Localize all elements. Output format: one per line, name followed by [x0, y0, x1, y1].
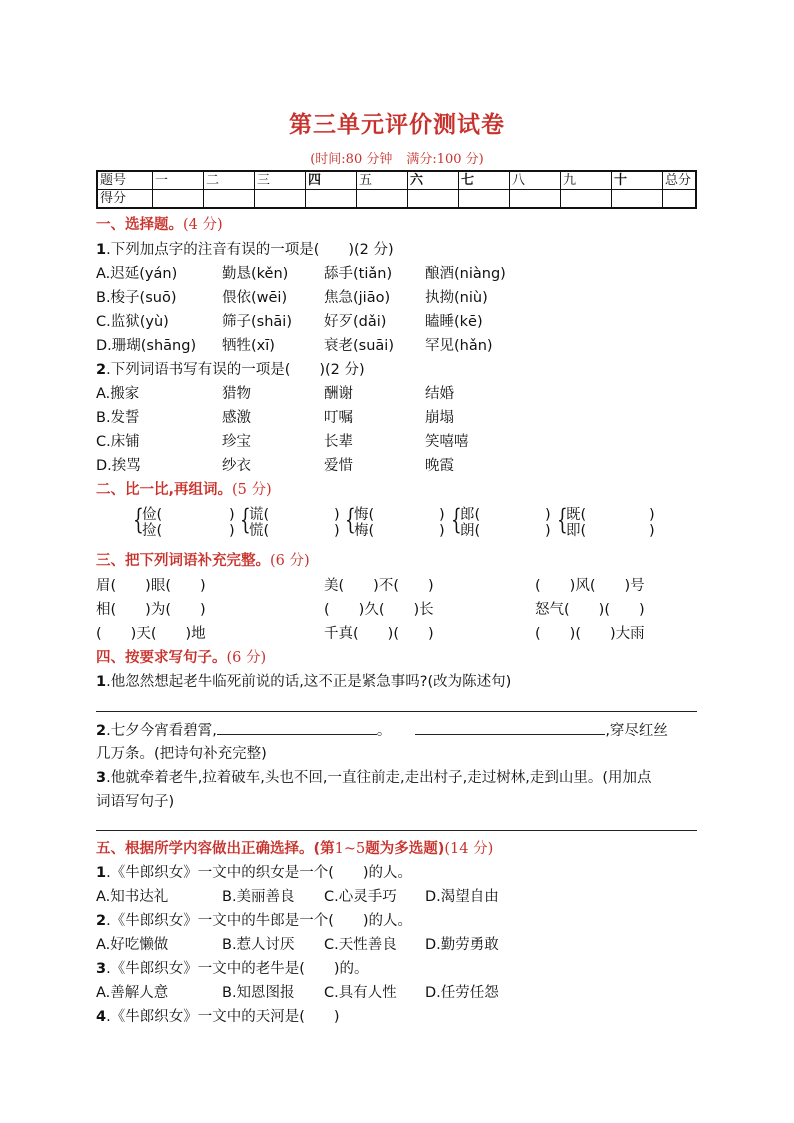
option-item: 勤恳(kěn) [222, 266, 289, 282]
idiom-blank[interactable]: 怒气( )( ) [535, 602, 645, 618]
section-points: (5 分) [232, 482, 272, 498]
question-number: 1 [96, 242, 107, 258]
option-item: 瞌睡(kē) [425, 314, 483, 330]
option-a[interactable]: A.迟延(yán) [96, 266, 178, 282]
compare-group-4 [451, 503, 556, 539]
question-5-1 [96, 863, 412, 883]
idiom-blank[interactable]: 相( )为( ) [96, 602, 206, 618]
section-points: (14 分) [444, 841, 494, 857]
question-number: 4 [96, 1009, 107, 1025]
compare-char: 既( [566, 507, 587, 523]
question-number: 1 [96, 865, 107, 881]
option-item: 纱衣 [222, 458, 251, 474]
paren-close: ) [649, 507, 655, 523]
option-c[interactable]: C.床铺 [96, 434, 140, 450]
section-points: (6 分) [226, 650, 267, 666]
option-item: 焦急(jiāo) [324, 290, 391, 306]
option-item: 酿酒(niàng) [425, 266, 506, 282]
option-item: 结婚 [425, 386, 454, 402]
compare-group-3 [345, 503, 450, 539]
section-title-range: 1~5 [334, 841, 366, 857]
question-text: .他忽然想起老牛临死前说的话,这不正是紧急事吗?(改为陈述句) [106, 674, 512, 690]
table-cell: 得分 [97, 190, 153, 209]
question-text: .下列加点字的注音有误的一项是( )(2 分) [106, 242, 394, 258]
compare-group-5 [557, 503, 662, 539]
table-cell: 十 [612, 171, 663, 190]
compare-char: 郎( [460, 507, 481, 523]
option-a[interactable]: A.好吃懒做 [96, 937, 169, 953]
option-d[interactable]: D.挨骂 [96, 458, 141, 474]
section-title: 三、把下列词语补充完整。 [96, 553, 270, 569]
option-d[interactable]: D.渴望自由 [425, 889, 499, 905]
question-number: 2 [96, 913, 107, 929]
option-d[interactable]: D.勤劳勇敢 [425, 937, 499, 953]
compare-char: 俭( [142, 507, 163, 523]
option-item: 舔手(tiǎn) [324, 266, 393, 282]
option-a[interactable]: A.搬家 [96, 386, 140, 402]
option-item: 牺牲(xī) [222, 338, 275, 354]
option-b[interactable]: B.知恩图报 [222, 985, 295, 1001]
option-item: 笑嘻嘻 [425, 434, 469, 450]
question-5-2 [96, 911, 412, 931]
option-item: 长辈 [324, 434, 353, 450]
section-5-heading [96, 839, 493, 859]
question-text: .他就牵着老牛,拉着破车,头也不回,一直往前走,走出村子,走过树林,走到山里。(用加点 [106, 770, 652, 786]
score-table-header-row [97, 171, 696, 190]
score-cell[interactable] [510, 190, 561, 209]
question-number: 3 [96, 770, 107, 786]
option-d[interactable]: D.珊瑚(shāng) [96, 338, 197, 354]
question-5-3 [96, 959, 369, 979]
section-title: 二、比一比,再组词。 [96, 482, 233, 498]
option-d[interactable]: D.任劳任怨 [425, 985, 499, 1001]
option-item: 好歹(dǎi) [324, 314, 387, 330]
option-a[interactable]: A.善解人意 [96, 985, 169, 1001]
score-cell[interactable] [612, 190, 663, 209]
idiom-blank[interactable]: ( )( )大雨 [535, 626, 645, 642]
idiom-blank[interactable]: ( )久( )长 [324, 602, 434, 618]
page-subtitle [0, 148, 794, 167]
compare-char: 朗( [460, 523, 481, 539]
question-1-1 [96, 240, 394, 260]
question-text: .《牛郎织女》一文中的织女是一个( )的人。 [106, 865, 413, 881]
section-1-heading [96, 215, 223, 235]
option-item: 叮嘱 [324, 410, 353, 426]
compare-group-2 [240, 503, 345, 539]
option-item: 猎物 [222, 386, 251, 402]
option-item: 感激 [222, 410, 251, 426]
question-text: .下列词语书写有误的一项是( )(2 分) [106, 362, 365, 378]
score-cell[interactable] [357, 190, 408, 209]
question-1-2 [96, 360, 365, 380]
table-cell: 一 [153, 171, 204, 190]
paren-close: ) [334, 523, 340, 539]
compare-char: 谎( [249, 507, 270, 523]
score-cell[interactable] [459, 190, 510, 209]
compare-char: 捡( [142, 523, 163, 539]
paren-close: ) [229, 507, 235, 523]
table-cell: 九 [561, 171, 612, 190]
question-text: 词语写句子) [96, 794, 175, 810]
answer-blank[interactable] [415, 720, 605, 735]
section-2-heading [96, 480, 272, 500]
table-cell: 二 [204, 171, 255, 190]
score-table-score-row [97, 190, 696, 209]
option-a[interactable]: A.知书达礼 [96, 889, 169, 905]
paren-close: ) [545, 523, 551, 539]
score-cell[interactable] [255, 190, 306, 209]
option-item: 偎依(wēi) [222, 290, 288, 306]
paren-close: ) [439, 507, 445, 523]
question-text: .《牛郎织女》一文中的牛郎是一个( )的人。 [106, 913, 413, 929]
option-b[interactable]: B.美丽善良 [222, 889, 295, 905]
compare-group-1 [133, 503, 238, 539]
option-b[interactable]: B.惹人讨厌 [222, 937, 295, 953]
table-cell: 八 [510, 171, 561, 190]
question-text: 几万条。(把诗句补充完整) [96, 746, 267, 762]
idiom-blank[interactable]: 千真( )( ) [324, 626, 434, 642]
score-cell[interactable] [306, 190, 357, 209]
question-4-3 [96, 768, 652, 788]
question-number: 3 [96, 961, 107, 977]
compare-char: 慌( [249, 523, 270, 539]
option-item: 爱惜 [324, 458, 353, 474]
table-cell: 四 [306, 171, 357, 190]
option-c[interactable]: C.监狱(yù) [96, 314, 169, 330]
option-item: 崩塌 [425, 410, 454, 426]
score-cell[interactable] [408, 190, 459, 209]
question-text: ,穿尽红丝 [605, 723, 668, 739]
answer-line[interactable] [96, 830, 697, 831]
option-c[interactable]: C.心灵手巧 [324, 889, 397, 905]
option-item: 执拗(niù) [425, 290, 488, 306]
full-marks: 满分:100 分) [406, 152, 484, 167]
answer-line[interactable] [96, 711, 697, 712]
question-text: .《牛郎织女》一文中的老牛是( )的。 [106, 961, 369, 977]
table-cell: 五 [357, 171, 408, 190]
section-title: 一、选择题。 [96, 217, 183, 233]
question-number: 2 [96, 723, 107, 739]
brace-icon: { [240, 503, 251, 536]
question-4-1 [96, 672, 511, 692]
section-title: 题为多选题) [365, 841, 445, 857]
score-cell[interactable] [153, 190, 204, 209]
compare-char: 梅( [354, 523, 375, 539]
answer-blank[interactable] [217, 720, 377, 735]
paren-close: ) [334, 507, 340, 523]
time-limit: (时间:80 分钟 [310, 152, 393, 167]
option-b[interactable]: B.梭子(suō) [96, 290, 177, 306]
option-c[interactable]: C.天性善良 [324, 937, 397, 953]
idiom-blank[interactable]: 眉( )眼( ) [96, 578, 206, 594]
question-5-4 [96, 1007, 340, 1027]
section-points: (6 分) [270, 553, 310, 569]
score-cell[interactable] [561, 190, 612, 209]
paren-close: ) [439, 523, 445, 539]
section-title: 四、按要求写句子。 [96, 650, 227, 666]
section-4-heading [96, 648, 266, 668]
section-points: (4 分) [183, 217, 223, 233]
paren-close: ) [545, 507, 551, 523]
section-title: 五、根据所学内容做出正确选择。(第 [96, 841, 335, 857]
brace-icon: { [451, 503, 462, 536]
compare-char: 即( [566, 523, 587, 539]
score-table [96, 170, 697, 209]
question-4-2 [96, 720, 668, 741]
table-cell: 题号 [97, 171, 153, 190]
option-item: 衰老(suāi) [324, 338, 394, 354]
option-item: 酬谢 [324, 386, 353, 402]
brace-icon: { [345, 503, 356, 536]
paren-close: ) [229, 523, 235, 539]
idiom-blank[interactable]: ( )风( )号 [535, 578, 645, 594]
question-text: .《牛郎织女》一文中的天河是( ) [106, 1009, 340, 1025]
brace-icon: { [557, 503, 568, 536]
compare-char: 悔( [354, 507, 375, 523]
idiom-blank[interactable]: ( )天( )地 [96, 626, 206, 642]
brace-icon: { [133, 503, 144, 536]
option-b[interactable]: B.发誓 [96, 410, 140, 426]
score-cell[interactable] [204, 190, 255, 209]
table-cell: 三 [255, 171, 306, 190]
question-text: .七夕今宵看碧霄, [106, 723, 217, 739]
idiom-blank[interactable]: 美( )不( ) [324, 578, 434, 594]
question-number: 2 [96, 362, 107, 378]
option-item: 珍宝 [222, 434, 251, 450]
option-item: 筛子(shāi) [222, 314, 292, 330]
table-cell: 七 [459, 171, 510, 190]
question-text: 。 [376, 723, 392, 739]
paren-close: ) [649, 523, 655, 539]
table-cell: 总分 [663, 171, 697, 190]
page-title: 第三单元评价测试卷 [289, 111, 505, 138]
option-c[interactable]: C.具有人性 [324, 985, 397, 1001]
option-item: 罕见(hǎn) [425, 338, 493, 354]
table-cell: 六 [408, 171, 459, 190]
score-cell[interactable] [663, 190, 697, 209]
option-item: 晚霞 [425, 458, 454, 474]
question-number: 1 [96, 674, 107, 690]
section-3-heading [96, 551, 310, 571]
